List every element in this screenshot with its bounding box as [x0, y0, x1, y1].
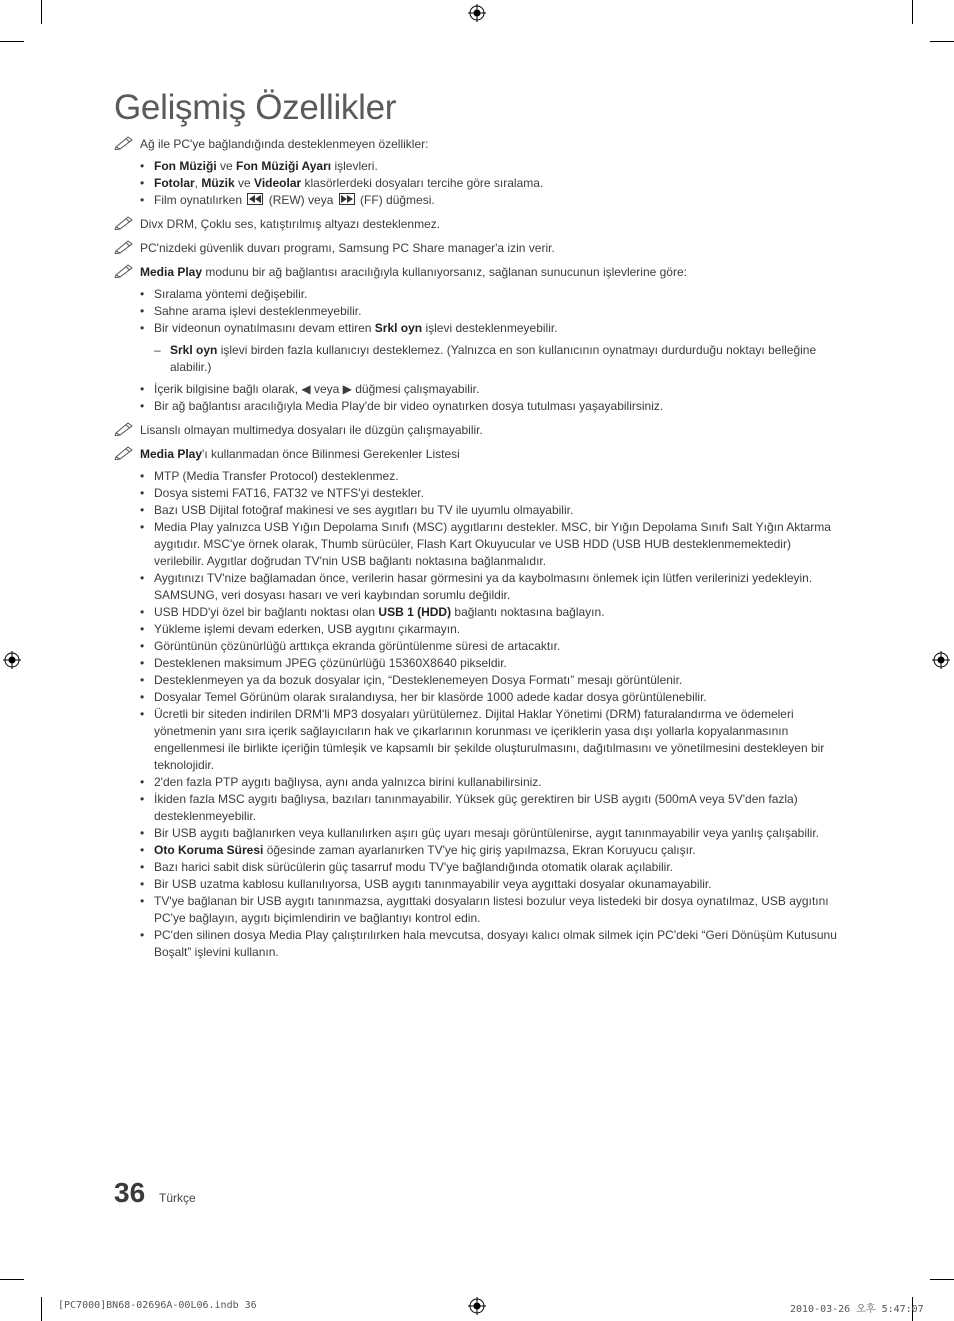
text: işlevleri. [331, 159, 378, 173]
text: öğesinde zaman ayarlanırken TV'ye hiç giriş yapılmazsa, Ekran Koruyucu çalışır. [263, 843, 696, 857]
bold-term: Fotolar [154, 176, 195, 190]
list-item: • Sahne arama işlevi desteklenmeyebilir. [114, 303, 844, 320]
bullet-list [114, 381, 844, 415]
list-item [114, 158, 844, 175]
text: (REW) veya [265, 193, 337, 207]
list-item [114, 320, 844, 337]
bold-term: Fon Müziği Ayarı [236, 159, 332, 173]
list-item [114, 175, 844, 192]
bold-term: Media Play [140, 265, 203, 279]
rewind-icon [247, 193, 263, 205]
note-text: Ağ ile PC'ye bağlandığında desteklenmeyen özellikler: [140, 137, 429, 151]
note [114, 240, 844, 257]
registration-mark-icon [468, 4, 486, 22]
sub-item [114, 342, 844, 376]
note-pencil-icon [114, 444, 136, 460]
text: işlevi desteklenmeyebilir. [422, 321, 558, 335]
text: Film oynatılırken [154, 193, 246, 207]
list-item: • Dosyalar Temel Görünüm olarak sıralandıysa, her bir klasörde 1000 adede kadar dosya görüntülenebilir. [114, 689, 844, 706]
list-item: • Bir USB aygıtı bağlanırken veya kullanılırken aşırı güç uyarı mesajı görüntülenirse, aygıt tanınmayabilir veya yanlış çalışabilir. [114, 825, 844, 842]
note [114, 216, 844, 233]
list-item: • PC'den silinen dosya Media Play çalıştırılırken hala mevcutsa, dosyayı kalıcı olmak silmek için PC'deki “Geri Dönüşüm Kutusunu Boşalt” işlevini kullanın. [114, 927, 844, 961]
page-language: Türkçe [159, 1191, 196, 1205]
note-text: PC'nizdeki güvenlik duvarı programı, Samsung PC Share manager'a izin verir. [140, 241, 555, 255]
bold-term: USB 1 (HDD) [378, 605, 452, 619]
note-pencil-icon [114, 238, 136, 254]
bold-term: Srkl oyn [374, 321, 423, 335]
registration-mark-icon [3, 651, 21, 669]
crop-mark [41, 0, 42, 24]
registration-mark-icon [932, 651, 950, 669]
text: ve [234, 176, 255, 190]
text: Bir videonun oynatılmasını devam ettiren [154, 321, 375, 335]
crop-mark [0, 41, 24, 42]
bullet-list [114, 158, 844, 209]
list-item: • Media Play yalnızca USB Yığın Depolama Sınıfı (MSC) aygıtlarını destekler. MSC, bir Yığın Depolama Sınıfı Salt Yığın Aktarma aygıtıdır. MSC'ye örnek olarak, Thumb sürücüler, Flash Kart Okuyucular ve USB HDD (USB HUB desteklenmemektedir) verilebilir. Aygıtlar doğrudan TV'nin USB bağlantı noktasına bağlanmalıdır. [114, 519, 844, 570]
list-item [114, 842, 844, 859]
list-item: • İkiden fazla MSC aygıtı bağlıysa, bazıları tanınmayabilir. Yüksek güç gerektiren bir USB aygıtı (500mA veya 5V'den fazla) desteklenmeyebilir. [114, 791, 844, 825]
crop-mark [930, 1279, 954, 1280]
note-text: Divx DRM, Çoklu ses, katıştırılmış altyazı desteklenmez. [140, 217, 441, 231]
text: (FF) düğmesi. [356, 193, 435, 207]
note-text: modunu bir ağ bağlantısı aracılığıyla kullanıyorsanız, sağlanan sunucunun işlevlerine göre: [202, 265, 687, 279]
list-item: • Aygıtınızı TV'nize bağlamadan önce, verilerin hasar görmesini ya da kaybolmasını önlemek için lütfen verilerinizi yedekleyin. SAMSUNG, veri dosyası hasarı ve veri kaybından sorumlu değildir. [114, 570, 844, 604]
note-pencil-icon [114, 214, 136, 230]
list-item: • Görüntünün çözünürlüğü arttıkça ekranda görüntülenme süresi de artacaktır. [114, 638, 844, 655]
bold-term: Fon Müziği [154, 159, 217, 173]
list-item: • Sıralama yöntemi değişebilir. [114, 286, 844, 303]
list-item: • TV'ye bağlanan bir USB aygıtı tanınmazsa, aygıttaki dosyaların listesi bozulur veya listedeki bir dosya oynatılmaz, USB aygıtını PC'ye bağlayın, aygıtı biçimlendirin ve bağlantıyı kontrol edin. [114, 893, 844, 927]
list-item: • Ücretli bir siteden indirilen DRM'li MP3 dosyaları yürütülemez. Dijital Haklar Yönetimi (DRM) faturalandırma ve ödemeleri yönetmenin yanı sıra içerik sağlayıcıların hak ve çıkarlarının korunması ve içeriklerin yasa dışı yollarla kopyalanmasının engellenmesi ile birlikte içeriğin tümleşik ve kapsamlı bir şekilde oluşturulmasını, dağıtılmasını ve yönetilmesini destekleyen bir teknolojidir. [114, 706, 844, 774]
bold-term: Videolar [254, 176, 302, 190]
footer-file-info: [PC7000]BN68-02696A-00L06.indb 36 [58, 1300, 257, 1311]
bullet-list [114, 468, 844, 961]
note [114, 264, 844, 281]
bullet-list [114, 286, 844, 337]
list-item: • Bazı harici sabit disk sürücülerin güç tasarruf modu TV'ye bağlandığında otomatik olarak açılabilir. [114, 859, 844, 876]
list-item [114, 381, 844, 398]
crop-mark [0, 1279, 24, 1280]
page-title: Gelişmiş Özellikler [114, 88, 397, 127]
note-pencil-icon [114, 134, 136, 150]
bold-term: Müzik [201, 176, 235, 190]
list-item: • Bir ağ bağlantısı aracılığıyla Media Play'de bir video oynatırken dosya tutulması yaşayabilirsiniz. [114, 398, 844, 415]
registration-mark-icon [468, 1297, 486, 1315]
list-item: • Dosya sistemi FAT16, FAT32 ve NTFS'yi destekler. [114, 485, 844, 502]
list-item: • Desteklenen maksimum JPEG çözünürlüğü 15360X8640 pikseldir. [114, 655, 844, 672]
list-item: • MTP (Media Transfer Protocol) desteklenmez. [114, 468, 844, 485]
note [114, 422, 844, 439]
fast-forward-icon [339, 193, 355, 205]
bold-term: Oto Koruma Süresi [154, 843, 264, 857]
list-item [114, 604, 844, 621]
note-text: Lisanslı olmayan multimedya dosyaları ile düzgün çalışmayabilir. [140, 423, 483, 437]
crop-mark [41, 1297, 42, 1321]
list-item: • Bir USB uzatma kablosu kullanılıyorsa, USB aygıtı tanınmayabilir veya aygıttaki dosyalar okunamayabilir. [114, 876, 844, 893]
left-arrow-icon: ◀ [301, 382, 311, 396]
list-item [114, 192, 844, 209]
text: işlevi birden fazla kullanıcıyı desteklemez. (Yalnızca en son kullanıcının oynatmayı durdurduğu noktayı belleğine alabilir.) [170, 343, 817, 374]
list-item: • Bazı USB Dijital fotoğraf makinesi ve ses aygıtları bu TV ile uyumlu olmayabilir. [114, 502, 844, 519]
text: düğmesi çalışmayabilir. [351, 382, 480, 396]
text: ve [216, 159, 236, 173]
note-pencil-icon [114, 420, 136, 436]
note [114, 446, 844, 463]
text: klasörlerdeki dosyaları tercihe göre sıralama. [301, 176, 544, 190]
note [114, 136, 844, 153]
note-pencil-icon [114, 262, 136, 278]
note-text: 'ı kullanmadan önce Bilinmesi Gerekenler Listesi [202, 447, 460, 461]
crop-mark [930, 41, 954, 42]
list-item: • 2'den fazla PTP aygıtı bağlıysa, aynı anda yalnızca birini kullanabilirsiniz. [114, 774, 844, 791]
text: İçerik bilgisine bağlı olarak, [154, 382, 302, 396]
page-content [114, 136, 844, 961]
text: bağlantı noktasına bağlayın. [451, 605, 605, 619]
page-number: 36 [114, 1177, 146, 1208]
text: veya [310, 382, 343, 396]
text: , [194, 176, 202, 190]
list-item: • Desteklenmeyen ya da bozuk dosyalar için, “Desteklenemeyen Dosya Formatı” mesajı görüntülenir. [114, 672, 844, 689]
bold-term: Media Play [140, 447, 203, 461]
right-arrow-icon: ▶ [342, 382, 352, 396]
bold-term: Srkl oyn [170, 343, 218, 357]
text: USB HDD'yi özel bir bağlantı noktası olan [154, 605, 379, 619]
list-item: • Yükleme işlemi devam ederken, USB aygıtını çıkarmayın. [114, 621, 844, 638]
crop-mark [912, 0, 913, 24]
footer-datetime: 2010-03-26 오후 5:47:07 [790, 1304, 924, 1315]
